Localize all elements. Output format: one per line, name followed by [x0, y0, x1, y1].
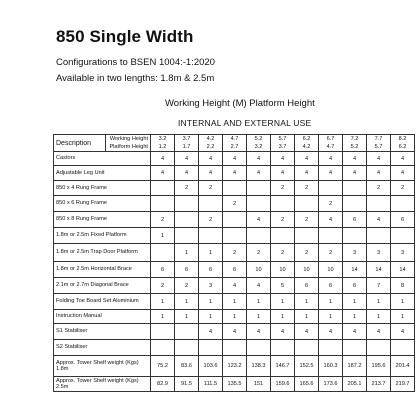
- table-cell: 1: [391, 310, 415, 324]
- row-label: 850 x 4 Rung Frame: [54, 181, 151, 196]
- table-cell: 135.5: [223, 377, 247, 392]
- platform-height-value: 6.2: [398, 144, 407, 150]
- platform-height-value: 1.2: [158, 144, 167, 150]
- table-cell: 4: [391, 166, 415, 181]
- table-cell: [391, 228, 415, 244]
- table-cell: 3: [199, 278, 223, 294]
- table-cell: 1: [367, 310, 391, 324]
- table-cell: 1: [199, 294, 223, 310]
- table-cell: [319, 228, 343, 244]
- height-header-cell: [223, 135, 247, 152]
- table-header-row: [54, 135, 415, 152]
- table-row: [54, 324, 415, 340]
- table-cell: 1: [295, 310, 319, 324]
- table-cell: [343, 196, 367, 212]
- table-cell: 6: [151, 262, 175, 278]
- platform-height-value: 3.7: [278, 144, 287, 150]
- working-height-label: Working Height: [109, 136, 148, 142]
- table-cell: 6: [343, 212, 367, 228]
- table-cell: [391, 340, 415, 356]
- table-cell: [175, 340, 199, 356]
- table-cell: [199, 196, 223, 212]
- table-cell: [151, 181, 175, 196]
- table-cell: [175, 212, 199, 228]
- configuration-table: [53, 134, 415, 392]
- table-cell: 4: [295, 324, 319, 340]
- table-cell: [271, 196, 295, 212]
- table-cell: 219.7: [391, 377, 415, 392]
- table-cell: 4: [343, 152, 367, 166]
- table-cell: [343, 340, 367, 356]
- table-cell: 4: [223, 324, 247, 340]
- working-height-value: 5.2: [254, 136, 263, 142]
- table-cell: [151, 196, 175, 212]
- table-cell: 1: [175, 310, 199, 324]
- table-cell: 14: [367, 262, 391, 278]
- table-cell: 187.2: [343, 356, 367, 377]
- table-cell: [199, 228, 223, 244]
- table-cell: 1: [343, 294, 367, 310]
- table-cell: 1: [175, 294, 199, 310]
- table-cell: 2: [295, 212, 319, 228]
- table-cell: 2: [175, 181, 199, 196]
- table-row: [54, 294, 415, 310]
- table-cell: 2: [223, 196, 247, 212]
- table-cell: 2: [271, 212, 295, 228]
- table-cell: 5: [271, 278, 295, 294]
- table-cell: 1: [319, 294, 343, 310]
- platform-height-value: 2.2: [206, 144, 215, 150]
- platform-height-value: 3.2: [254, 144, 263, 150]
- table-cell: [367, 196, 391, 212]
- working-height-value: 3.2: [158, 136, 167, 142]
- table-cell: 4: [391, 152, 415, 166]
- platform-height-value: 5.7: [374, 144, 383, 150]
- row-label: 2.1m or 2.7m Diagonal Brace: [54, 278, 151, 294]
- table-cell: 3: [343, 244, 367, 262]
- table-cell: 4: [343, 324, 367, 340]
- table-row: [54, 244, 415, 262]
- table-row: [54, 196, 415, 212]
- table-cell: 2: [199, 181, 223, 196]
- table-cell: 2: [295, 181, 319, 196]
- table-cell: 4: [223, 278, 247, 294]
- table-cell: 75.2: [151, 356, 175, 377]
- table-cell: 2: [319, 196, 343, 212]
- height-header-cell: [271, 135, 295, 152]
- table-cell: [151, 324, 175, 340]
- height-header-cell: [151, 135, 175, 152]
- platform-height-value: 2.7: [230, 144, 239, 150]
- table-cell: 14: [343, 262, 367, 278]
- height-header-cell: [199, 135, 223, 152]
- height-header-cell: [391, 135, 415, 152]
- table-row: [54, 152, 415, 166]
- table-cell: 213.7: [367, 377, 391, 392]
- table-cell: 91.5: [175, 377, 199, 392]
- table-cell: [175, 324, 199, 340]
- table-cell: 4: [223, 152, 247, 166]
- table-cell: 1: [247, 294, 271, 310]
- table-cell: [223, 181, 247, 196]
- table-cell: 4: [367, 152, 391, 166]
- table-cell: [151, 340, 175, 356]
- table-cell: [223, 340, 247, 356]
- table-cell: 6: [199, 262, 223, 278]
- height-header-cell: [295, 135, 319, 152]
- table-cell: 4: [199, 324, 223, 340]
- table-cell: 1: [271, 310, 295, 324]
- table-cell: [391, 196, 415, 212]
- table-cell: 111.5: [199, 377, 223, 392]
- table-cell: 3: [391, 244, 415, 262]
- table-row: [54, 278, 415, 294]
- table-cell: 8: [391, 278, 415, 294]
- table-row: [54, 228, 415, 244]
- table-cell: [271, 228, 295, 244]
- description-header: Description: [54, 135, 106, 152]
- table-cell: 6: [295, 278, 319, 294]
- table-cell: [295, 196, 319, 212]
- table-cell: 160.3: [319, 356, 343, 377]
- table-cell: [295, 340, 319, 356]
- working-height-value: 4.2: [206, 136, 215, 142]
- table-cell: 4: [175, 152, 199, 166]
- table-cell: 4: [247, 212, 271, 228]
- table-cell: 4: [247, 324, 271, 340]
- table-cell: 1: [295, 294, 319, 310]
- table-cell: 159.6: [271, 377, 295, 392]
- working-height-value: 7.2: [350, 136, 359, 142]
- section-caption: INTERNAL AND EXTERNAL USE: [178, 118, 312, 128]
- table-cell: 83.6: [175, 356, 199, 377]
- row-label: 850 x 8 Rung Frame: [54, 212, 151, 228]
- table-cell: 1: [223, 310, 247, 324]
- working-height-caption: Working Height (M) Platform Height: [165, 98, 315, 109]
- table-cell: [319, 181, 343, 196]
- table-row: [54, 212, 415, 228]
- table-cell: 6: [175, 262, 199, 278]
- table-cell: 4: [367, 212, 391, 228]
- table-row: [54, 377, 415, 392]
- table-cell: 10: [319, 262, 343, 278]
- row-label: S2 Stabiliser: [54, 340, 151, 356]
- table-cell: 1: [223, 294, 247, 310]
- row-label: Adjustable Leg Unit: [54, 166, 151, 181]
- table-cell: 4: [151, 152, 175, 166]
- table-cell: [175, 228, 199, 244]
- table-cell: 4: [271, 166, 295, 181]
- working-height-value: 3.7: [182, 136, 191, 142]
- table-cell: 4: [199, 152, 223, 166]
- table-cell: [223, 212, 247, 228]
- table-cell: 1: [151, 294, 175, 310]
- table-cell: 4: [343, 166, 367, 181]
- table-cell: 151: [247, 377, 271, 392]
- table-cell: [247, 340, 271, 356]
- table-cell: 1: [391, 294, 415, 310]
- table-cell: 4: [319, 152, 343, 166]
- table-cell: 4: [391, 324, 415, 340]
- page-title: 850 Single Width: [56, 27, 194, 46]
- table-cell: 2: [223, 244, 247, 262]
- table-cell: 1: [199, 244, 223, 262]
- table-cell: 2: [271, 244, 295, 262]
- table-cell: [247, 196, 271, 212]
- table-cell: 1: [175, 244, 199, 262]
- table-cell: 4: [319, 212, 343, 228]
- table-cell: 4: [247, 166, 271, 181]
- table-cell: 103.6: [199, 356, 223, 377]
- height-header-cell: [319, 135, 343, 152]
- table-cell: [367, 340, 391, 356]
- table-cell: [247, 181, 271, 196]
- table-cell: 2: [199, 212, 223, 228]
- table-cell: [319, 340, 343, 356]
- table-cell: 6: [319, 278, 343, 294]
- table-cell: 4: [271, 152, 295, 166]
- table-cell: 4: [295, 166, 319, 181]
- table-cell: 201.4: [391, 356, 415, 377]
- table-row: [54, 262, 415, 278]
- row-label: Approx. Tower Shelf weight (Kgs) 1.8m: [54, 356, 151, 377]
- table-cell: 1: [271, 294, 295, 310]
- table-cell: 2: [319, 244, 343, 262]
- table-cell: 205.1: [343, 377, 367, 392]
- table-row: [54, 356, 415, 377]
- table-cell: [247, 228, 271, 244]
- table-cell: 4: [223, 166, 247, 181]
- row-label: Approx. Tower Shelf weight (Kgs) 2.5m: [54, 377, 151, 392]
- row-label: Folding Toe Board Set Aluminium: [54, 294, 151, 310]
- table-cell: 2: [247, 244, 271, 262]
- table-cell: 1: [151, 310, 175, 324]
- working-height-value: 4.7: [230, 136, 239, 142]
- table-cell: 2: [151, 278, 175, 294]
- table-cell: 1: [319, 310, 343, 324]
- table-row: [54, 310, 415, 324]
- height-header-cell: [343, 135, 367, 152]
- row-label: 1.8m or 2.5m Fixed Platform: [54, 228, 151, 244]
- platform-height-value: 4.7: [326, 144, 335, 150]
- table-cell: 1: [367, 294, 391, 310]
- table-cell: 4: [271, 324, 295, 340]
- table-cell: 146.7: [271, 356, 295, 377]
- table-cell: 123.2: [223, 356, 247, 377]
- row-label: S1 Stabiliser: [54, 324, 151, 340]
- table-cell: 4: [151, 166, 175, 181]
- height-labels-header: [106, 135, 151, 152]
- row-label: 1.8m or 2.5m Trap Door Platform: [54, 244, 151, 262]
- table-cell: [175, 196, 199, 212]
- table-cell: 82.9: [151, 377, 175, 392]
- table-cell: 138.3: [247, 356, 271, 377]
- table-cell: 4: [367, 166, 391, 181]
- height-header-cell: [367, 135, 391, 152]
- table-cell: 7: [367, 278, 391, 294]
- table-row: [54, 181, 415, 196]
- table-cell: 4: [367, 324, 391, 340]
- table-cell: [199, 340, 223, 356]
- working-height-value: 7.7: [374, 136, 383, 142]
- table-cell: [295, 228, 319, 244]
- table-cell: 152.5: [295, 356, 319, 377]
- table-cell: 3: [367, 244, 391, 262]
- table-cell: 2: [271, 181, 295, 196]
- platform-height-value: 1.7: [182, 144, 191, 150]
- row-label: 850 x 6 Rung Frame: [54, 196, 151, 212]
- table-cell: 14: [391, 262, 415, 278]
- table-cell: 4: [295, 152, 319, 166]
- table-cell: 4: [175, 166, 199, 181]
- table-row: [54, 340, 415, 356]
- working-height-value: 6.7: [326, 136, 335, 142]
- row-label: Castors: [54, 152, 151, 166]
- table-cell: 4: [319, 166, 343, 181]
- table-cell: 6: [391, 212, 415, 228]
- table-cell: 165.6: [295, 377, 319, 392]
- working-height-value: 8.2: [398, 136, 407, 142]
- table-cell: 4: [319, 324, 343, 340]
- row-label: Instruction Manual: [54, 310, 151, 324]
- table-cell: 10: [295, 262, 319, 278]
- table-row: [54, 166, 415, 181]
- table-cell: 4: [247, 278, 271, 294]
- platform-height-value: 4.2: [302, 144, 311, 150]
- table-cell: [343, 228, 367, 244]
- lengths-line: Available in two lengths: 1.8m & 2.5m: [56, 73, 215, 84]
- height-header-cell: [175, 135, 199, 152]
- table-cell: [367, 228, 391, 244]
- table-cell: 2: [151, 212, 175, 228]
- table-cell: [223, 228, 247, 244]
- platform-height-value: 5.2: [350, 144, 359, 150]
- table-cell: 10: [247, 262, 271, 278]
- table-cell: [343, 181, 367, 196]
- height-header-cell: [247, 135, 271, 152]
- table-cell: 2: [367, 181, 391, 196]
- table-cell: 1: [343, 310, 367, 324]
- table-cell: 4: [247, 152, 271, 166]
- table-cell: [151, 244, 175, 262]
- table-cell: 4: [199, 166, 223, 181]
- table-cell: 6: [343, 278, 367, 294]
- table-cell: 10: [271, 262, 295, 278]
- platform-height-label: Platform Height: [109, 144, 148, 150]
- table-cell: 195.6: [367, 356, 391, 377]
- table-cell: 2: [175, 278, 199, 294]
- working-height-value: 5.7: [278, 136, 287, 142]
- table-cell: 6: [223, 262, 247, 278]
- table-cell: 2: [391, 181, 415, 196]
- table-cell: 1: [151, 228, 175, 244]
- table-cell: 1: [199, 310, 223, 324]
- row-label: 1.8m or 2.5m Horizontal Brace: [54, 262, 151, 278]
- working-height-value: 6.2: [302, 136, 311, 142]
- table-cell: [271, 340, 295, 356]
- table-cell: 2: [295, 244, 319, 262]
- table-cell: 173.6: [319, 377, 343, 392]
- table-cell: 1: [247, 310, 271, 324]
- standard-line: Configurations to BSEN 1004:-1:2020: [56, 57, 215, 68]
